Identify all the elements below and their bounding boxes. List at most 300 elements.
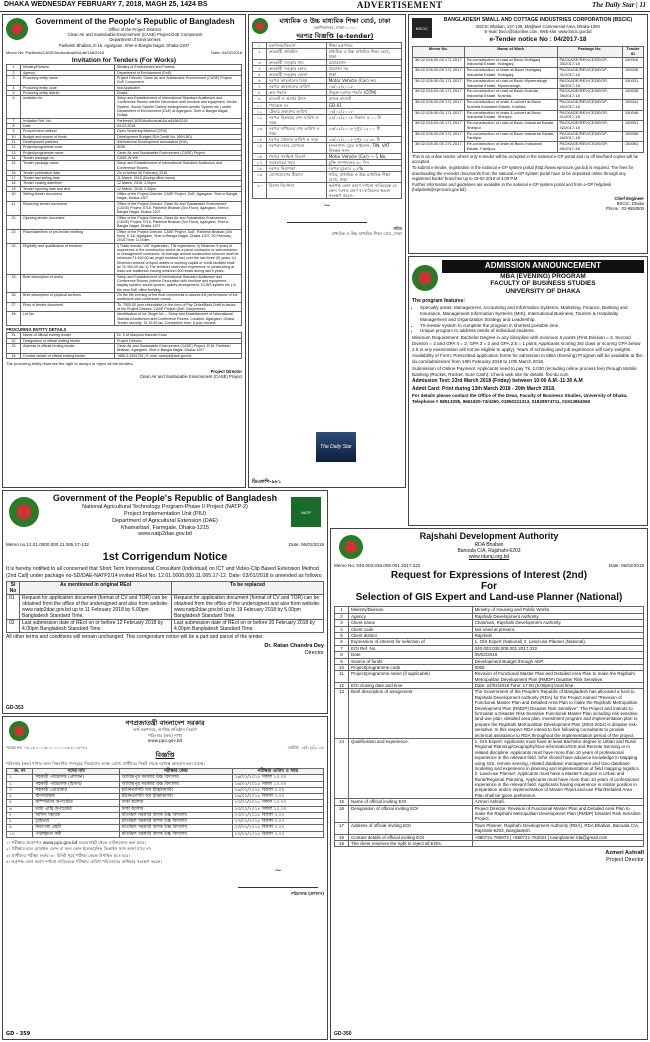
header-section: ADVERTISEMENT	[356, 0, 443, 10]
table-cell: ৫	[7, 800, 33, 806]
table-cell: 16	[335, 805, 349, 822]
table-cell: 15	[7, 161, 21, 171]
table-row	[335, 841, 644, 847]
table-cell: চুক্তি সম্পাদনের ৬০ দিন	[326, 159, 401, 165]
table-cell: 01	[7, 595, 20, 620]
table-cell: 150051	[622, 121, 643, 132]
table-cell: 05/02/2018	[472, 652, 643, 658]
table-cell: 18	[7, 181, 21, 186]
table-cell: 5036	[115, 145, 242, 150]
signatory	[6, 643, 324, 657]
table-cell: 36.02.026.00.00.171.2017	[413, 121, 465, 132]
page-header	[0, 0, 650, 12]
table-cell: রাজস্ব বাজেট	[326, 96, 401, 102]
table-cell: 5	[7, 90, 21, 95]
table-cell: Development Budget (IDA Credit No. 5504-BD)	[115, 134, 242, 139]
ad-heading: Request for Expressions of Interest (2nd)	[390, 570, 588, 582]
table-cell: 1. GIS Expert (National) 2. Land-use Planner (National).	[472, 639, 643, 645]
board-logo-icon	[252, 18, 268, 34]
table-cell: ৪	[7, 794, 33, 800]
memo-date: Date: 06/02/2018	[288, 542, 324, 548]
table-cell: ক্রয় পদ্ধতি	[267, 90, 327, 96]
table-cell: প্যাকেজ নং	[267, 102, 327, 108]
tender-table	[252, 42, 402, 199]
table-cell: PACKAGE/REV/CEDE/GP-41/2017-18	[557, 110, 622, 121]
ad-email: E-mail: bscic@bdonline.com, Web-site: www.bscic.gov.bd	[484, 29, 592, 35]
program-name: MBA (EVENING) PROGRAM	[500, 272, 586, 280]
table-cell: Paribesh/CASE/Audiovisual/Ad-all/166/2018	[115, 118, 242, 123]
table-cell: 150026	[622, 68, 643, 79]
eoi-table	[334, 606, 644, 847]
memo-number: Memo no.12.01.0000.000.11.065.17-132	[6, 542, 89, 548]
ad-subtitle: Department of Agricultural Extension (DAE)	[112, 517, 218, 524]
table-cell: Opening tender document	[21, 215, 115, 229]
faculty-name: FACULTY OF BUSINESS STUDIES	[490, 280, 596, 288]
signatory-phone: Phone : 02-9553500	[606, 206, 644, 212]
table-cell: দরপত্র বিক্রয়ের শেষ তারিখ ও সময়	[267, 114, 327, 125]
table-cell: 1	[7, 65, 21, 70]
table-row	[7, 292, 242, 302]
table-cell: 150061	[622, 142, 643, 153]
table-cell: Revision of Functional Master Plan and Detailed Area Plan to make the Rajshahi Metropolitan Development Plan (RMDP) Disaster Risk Sensitive.	[472, 671, 643, 683]
table-cell: 7	[335, 645, 349, 651]
table-cell: 9	[7, 129, 21, 134]
table-cell: Qualification and experience.	[349, 738, 473, 798]
table-cell: ২৬/০২/২০১৮ দুপুর ১২.০০ টা	[326, 125, 401, 136]
table-cell: Designation of official inviting EOI	[349, 805, 473, 822]
table-row	[413, 57, 644, 68]
table-cell: ক্রয়কারী সত্ত্বার নাম	[267, 60, 327, 66]
column-header: Package No.	[557, 46, 622, 57]
table-cell: বাজেট ও অর্থের উৎস	[267, 96, 327, 102]
table-cell: ২৩/০২/২০১৮ বিকাল ৩.০০	[232, 819, 323, 825]
table-cell: দরপত্র আহবানের তারিখ	[267, 84, 327, 90]
table-cell: Invitation for	[21, 96, 115, 119]
table-cell: Expression of interest for selection of	[349, 639, 473, 645]
table-row	[253, 142, 402, 153]
table-cell: 150056	[622, 131, 643, 142]
ad-footer: All other terms and conditions will remain unchanged. This corrigendum notice will be a part and parcel of the tender.	[6, 634, 264, 641]
table-cell: অফিস সহায়ক	[33, 812, 119, 818]
column-header: Tender ID	[622, 46, 643, 57]
table-row	[7, 781, 324, 787]
table-cell: Project/programme name (if applicable)	[349, 671, 473, 683]
table-cell: আজিমপুর সরকারি উচ্চ বিদ্যালয়	[119, 781, 232, 787]
table-cell: ১৬/০২/২০১৮ সকাল ১০.০০	[232, 775, 323, 781]
table-cell: 5	[335, 632, 349, 638]
ad-website: www.ppa.gov.bd	[147, 737, 183, 743]
ad-footnote: The procuring entity reserves the right to accept or reject all the tenders.	[6, 360, 134, 366]
table-cell: Rajshahi	[472, 632, 643, 638]
column-header: ক্র. নং	[7, 768, 33, 774]
table-cell: 2	[7, 70, 21, 75]
table-cell: Client district	[349, 632, 473, 638]
table-row	[335, 738, 644, 798]
table-cell: Identification of lot: Single lot — Setup and Establishment of International Standard Auditorium and Conference Rooms. Location: Agargaon, Dhaka. Tender security: Tk 10.00 lac. Completion time: 6 (six) months.	[115, 312, 242, 326]
table-cell: Development Budget through ADP.	[472, 658, 643, 664]
table-cell: ২৩/০২/২০১৮ বিকাল ৩.০০	[232, 825, 323, 831]
table-cell: দরপত্র নিরাপত্তা	[267, 165, 327, 171]
table-cell: 14	[335, 738, 349, 798]
table-cell: International Development Association (IDA)	[115, 139, 242, 144]
natp-logo-icon: NATP	[291, 497, 321, 527]
ad-heading: বিজ্ঞপ্তি	[155, 751, 175, 760]
features-list	[412, 305, 644, 334]
ad-notes	[6, 840, 324, 864]
table-cell: Tender last selling date	[21, 176, 115, 181]
table-cell: 7	[7, 118, 21, 123]
ad-mba-admission	[408, 256, 648, 526]
table-cell: 12	[335, 683, 349, 689]
ad-doe-tender	[2, 14, 246, 488]
ad-subtitle: RDA Bhaban	[474, 541, 504, 548]
table-cell: ২৬/০২/২০১৮ দুপুর ১২.৩০ টা	[326, 136, 401, 142]
table-cell: Address of official inviting tender	[21, 344, 115, 354]
bangladesh-emblem-icon	[9, 721, 29, 741]
table-cell: Eligibility and qualification of tenderer	[21, 243, 115, 274]
column-header: পদের নাম	[33, 768, 119, 774]
table-cell: Re-construction of road at Bscic Kushtia Industrial Estate, Kushtia.	[464, 89, 557, 100]
table-cell: 6	[335, 639, 349, 645]
table-cell: Not Applicable	[115, 85, 242, 90]
signature: ~	[238, 866, 318, 888]
signatory-office: BSCIC, Dhaka	[616, 200, 644, 206]
ad-heading: 1st Corrigendum Notice	[102, 551, 228, 563]
table-cell: 36.02.026.00.00.171.2017	[413, 57, 465, 68]
table-cell: সহকারী পরিচালক (হিসাব)	[33, 781, 119, 787]
table-cell: ঢাকা	[326, 72, 401, 78]
table-row	[7, 787, 324, 793]
table-row	[413, 68, 644, 79]
table-row	[7, 96, 242, 119]
table-cell: 24	[7, 243, 21, 274]
ad-title: Government of the People's Republic of Bangladesh	[35, 17, 235, 26]
table-cell: প্রযোজ্য নয়	[326, 66, 401, 72]
requirement-text: Minimum Requirement: Bachelor Degree in any discipline with minimum 6 points (First Division = 3, Second Division = 2 and GPA 4 = 3, GPA 3 = 2 and GPA 2.5 = 1 point; Applicants scoring 3rd class or scoring GPA below 2.5 in any examination will not be eligible to apply). Years of schooling and job experience will carry weights.	[412, 335, 641, 352]
ad-subtitle: Project Implementation Unit (PIU)	[124, 510, 206, 517]
table-cell: 31	[7, 333, 21, 338]
table-cell: ক্রয়কারী সত্ত্বার জেলা	[267, 72, 327, 78]
table-cell: Procuring entity code	[21, 85, 115, 90]
table-cell: 150041	[622, 99, 643, 110]
table-cell: ইউনিভার্সিটি অব ইঞ্জিনিয়ারিং	[119, 787, 232, 793]
table-cell: Dr. S M Manjurul Hannan Khan	[115, 333, 242, 338]
table-cell: Budget and source of funds	[21, 134, 115, 139]
ad-exam-notice	[2, 716, 328, 1040]
table-cell: ডাটা এন্ট্রি অপারেটর	[33, 806, 119, 812]
table-cell: ৭	[7, 812, 33, 818]
table-cell: Motor Vehicle (Car) — 1 No.	[326, 153, 401, 159]
table-cell: Setup and Establishment of International Standard Auditorium and Conference Rooms	[115, 161, 242, 171]
table-cell: Request for application document (format of CV and TOR) can be obtained from the office of the undersigned and also from website- www.natp2dae.gov.bd up to 11 February 2018 by 5.00pm Bangladesh Standard Time.	[20, 595, 172, 620]
table-cell: মতিঝিল সরকারি বালক উচ্চ বিদ্যালয়	[119, 825, 232, 831]
table-cell: Contact details of official inviting EOI	[349, 834, 473, 840]
table-cell: Department of Environment (DoE)	[115, 70, 242, 75]
table-cell: ১৬/০২/২০১৮ বিকাল ৩.০০	[232, 794, 323, 800]
table-cell: +880-2-9181781 | E-mail: casepd@doe.gov.bd	[115, 353, 242, 358]
table-cell: 6	[7, 96, 21, 119]
table-cell: 19	[335, 841, 349, 847]
table-cell: 23	[7, 229, 21, 243]
table-cell: Rajshahi Development Authority.	[472, 613, 643, 619]
column-header: Name of Work	[464, 46, 557, 57]
table-cell: ১১	[253, 108, 267, 114]
table-cell: 20	[7, 192, 21, 202]
table-row	[7, 312, 242, 326]
table-cell: ক্রয়কারী প্রতিষ্ঠান	[267, 49, 327, 60]
table-cell: ৯	[253, 96, 267, 102]
ad-bscic-tender	[408, 14, 648, 254]
table-cell: 150046	[622, 110, 643, 121]
ad-subtitle: Paribesh Bhaban, E-16, Agargaon, Sher-e-Bangla Nagar, Dhaka-1207	[58, 42, 190, 48]
table-cell: ৮	[7, 819, 33, 825]
table-cell: 36.02.026.00.00.171.2017	[413, 78, 465, 89]
table-cell: 3	[335, 620, 349, 626]
table-cell: 21	[7, 201, 21, 215]
table-cell: ১৯	[253, 171, 267, 182]
table-cell: Brief description of assignment	[349, 689, 473, 739]
table-cell: ৪	[253, 66, 267, 72]
table-cell: 1	[335, 607, 349, 613]
ad-subtitle: বকশিবাজার, ঢাকা-১০০০	[313, 25, 357, 31]
table-row	[335, 834, 644, 840]
bscic-logo-icon: BSCIC	[412, 18, 432, 38]
table-cell: Re-construction of drain & culvert at Bscic Kushtia Industrial Estate, Kushtia.	[464, 99, 557, 110]
table-cell: ২	[253, 49, 267, 60]
table-cell: 19	[7, 186, 21, 191]
table-cell: Place/date/time of pre-tender meeting	[21, 229, 115, 243]
table-cell: Project/programme name	[21, 150, 115, 155]
list-item: To submit e-tender, registration in the national e-GP system portal (http://www.eprocure.gov.bd) is required. The fees for downloading the e-tender documents from the national e-GP system portal have to be deposited online through any registered banks' branches up to 19-02-2018 at 4:00 P.M.	[412, 165, 634, 181]
section-heading: PROCURING ENTITY DETAILS	[6, 327, 67, 333]
table-cell: ঢাকা কলেজ	[119, 800, 232, 806]
table-cell: ১৩	[253, 125, 267, 136]
table-cell: 2	[335, 613, 349, 619]
column-header: Sl No	[7, 582, 20, 595]
table-cell: ২৩/০২/২০১৮ বিকাল ৩.০০	[232, 812, 323, 818]
table-cell: 16	[7, 170, 21, 175]
column-header: As mentioned in original REoI	[20, 582, 172, 595]
table-cell: PACKAGE/REV/CEDE/GP-42/2017-18	[557, 121, 622, 132]
table-cell: Tender package name	[21, 161, 115, 171]
table-cell: ১৬/০২/২০১৮ বিকাল ৩.০০	[232, 787, 323, 793]
table-cell: সহকারী প্রোগ্রামার	[33, 787, 119, 793]
table-cell: Re-construction of drain & culvert at Bscic Industrial Estate, Sherpur.	[464, 110, 557, 121]
table-row	[7, 344, 242, 354]
table-cell: সরবরাহের সময়	[267, 159, 327, 165]
table-cell: ২	[7, 781, 33, 787]
column-header: পরীক্ষার কেন্দ্র	[119, 768, 232, 774]
ad-heading: Invitation for Tenders (For Works)	[71, 56, 177, 64]
signatory-title: Project Director	[606, 857, 644, 864]
gd-number: GD-353	[6, 704, 24, 711]
table-cell: Setup and Establishment of International Standard Auditorium and Conference Rooms interior Decoration with furniture and equipment, Media System, Sound System Gallery arrangement activity System etc.) under Department of Environment (DoE) at Agargaon, Sher-e-Bangla Nagar, Dhaka.	[115, 96, 242, 119]
table-row	[7, 192, 242, 202]
table-cell: সচিব, মাধ্যমিক ও উচ্চ মাধ্যমিক শিক্ষা বোর্ড, ঢাকা	[326, 171, 401, 182]
table-cell: ৬	[7, 806, 33, 812]
table-cell: Agency	[349, 613, 473, 619]
table-cell: ২৫/০২/২০১৮ বিকাল ৫.০০ টা	[326, 114, 401, 125]
ad-title: BANGLADESH SMALL AND COTTAGE INDUSTRIES CORPORATION (BSCIC)	[443, 17, 633, 23]
table-cell: 32	[7, 338, 21, 343]
table-cell: 040.003.035.008.001.2017.322	[472, 645, 643, 651]
table-cell: ৬	[253, 78, 267, 84]
ad-heading: e-Tender notice No : 04/2017-18	[489, 36, 587, 44]
forms-text: Availability of Form: Prescribed application forms for admission to MBA (Evening) Program will be available at fbs-du.com/admission/ from 10th February 2018 to 10th March 2018.	[412, 353, 644, 365]
table-cell: ১৭	[253, 159, 267, 165]
table-cell: Azmeri Ashrafi.	[472, 799, 643, 805]
table-cell: 13	[335, 689, 349, 739]
signatory-title: সচিব	[393, 226, 402, 232]
table-cell: টেন্ডার প্রকাশের তারিখ	[267, 108, 327, 114]
memo-number: Memo No. 040.003.035.008.001.2017.322	[334, 562, 421, 568]
table-row	[7, 353, 242, 358]
table-cell: দরপত্র মূল্যের ২.৫%	[326, 165, 401, 171]
table-cell: 3	[7, 75, 21, 85]
table-cell: 26	[7, 292, 21, 302]
table-cell: ১০	[253, 102, 267, 108]
table-cell: 12 March, 2018; 3.00pm	[115, 181, 242, 186]
table-cell: Tk. 7000.00 (non-refundable) in the form of Pay Order/Bank Draft in favour of the Project Director, CASE Project (DoE Component).	[115, 302, 242, 312]
table-cell: Setup and Establishment of International Standard Auditorium and Conference Rooms (interior Decoration with furniture and equipment, display system, sound system, gallery arrangement, CCWS system etc.) in the new DoE office building.	[115, 274, 242, 292]
ad-intro: পরিদপ্তর (ক্রয়) শাখার জন্য নিম্নবর্ণিত পদসমূহে নিয়োগের লক্ষ্যে যোগ্য প্রার্থীদের নিকট থেকে দরখাস্ত আহবান করা যাচ্ছে।	[6, 760, 205, 766]
table-cell: ০৬/০২/২০১৮	[326, 84, 401, 90]
table-cell: Tender package no.	[21, 155, 115, 160]
table-row	[7, 75, 242, 85]
table-cell: দরপত্রদাতার যোগ্যতা	[267, 142, 327, 153]
table-row	[413, 110, 644, 121]
ad-education-board-tender	[248, 14, 406, 488]
table-cell: GD-01	[326, 102, 401, 108]
signatory	[6, 891, 324, 896]
table-cell: EOI closing date and time	[349, 683, 473, 689]
table-cell: ঢাকা কলেজ	[119, 806, 232, 812]
table-cell: Date	[349, 652, 473, 658]
table-cell: শিক্ষা মন্ত্রণালয়	[326, 43, 401, 49]
table-cell: Re-construction of drain at Bscic Industrial Estate, Faridpur.	[464, 142, 557, 153]
ad-subtitle: Clean Air and Sustainable Environment (CASE) Project-DoE Component	[67, 32, 203, 38]
table-cell: ৮	[253, 90, 267, 96]
features-heading: The program features:	[412, 298, 466, 305]
column-header: পরীক্ষার তারিখ ও সময়	[232, 768, 323, 774]
list-item: ১। পরীক্ষার প্রবেশপত্র www.ppa.gov.bd ওয়েবসাইট থেকে ডাউনলোড করা যাবে।	[6, 840, 146, 846]
tender-table	[412, 46, 644, 153]
table-cell: 11	[7, 139, 21, 144]
table-cell: হালনাগাদ ট্রেড লাইসেন্স, TIN, VAT নিবন্ধন সনদ	[326, 142, 401, 153]
table-cell: Brief description of works	[21, 274, 115, 292]
table-cell: Selling tender document	[21, 192, 115, 202]
bangladesh-emblem-icon	[9, 497, 39, 527]
table-cell: Procuring entity name	[21, 75, 115, 85]
table-cell: 150016	[622, 57, 643, 68]
table-cell: মতিঝিল সরকারি বালক উচ্চ বিদ্যালয়	[119, 831, 232, 837]
table-cell: PACKAGE/REV/CEDE/GP-44/2017-18	[557, 131, 622, 142]
table-cell: Re-construction of road at Bscic Mymensingh Industrial Estate, Mymensingh.	[464, 78, 557, 89]
ad-subtitle: Banoala C/A, Rajshahi-6203	[457, 548, 521, 555]
ad-heading: দরপত্র বিজ্ঞপ্তি (e-tender)	[296, 31, 374, 40]
table-cell: 18	[335, 834, 349, 840]
table-cell: ৫	[253, 72, 267, 78]
table-cell: 36.02.026.00.00.171.2017	[413, 99, 465, 110]
table-cell: 17	[7, 176, 21, 181]
table-cell: Client name	[349, 620, 473, 626]
table-row	[7, 215, 242, 229]
table-cell: Agency	[21, 70, 115, 75]
table-cell: 1. GIS Expert: Applicants must have at least Bachelor degree in Urban and Rural Regional Planning/Geography/Geo-informatics/GIS and Remote Sensing or in related discipline. Applicants must have more than 10 years of professional experience in the relevant field. S/he should have advance knowledge in Mapping using GIS, remote sensing, related database management and Geo-database modeling and experience in planning and implementation of field mapping logistics. 2. Land-use Planner: Applicants must have a Master's degree in Urban and Rural/Regional Planning. Applicants must have more than 10 years of professional experience in the relevant field. Applicants having experience in similar position in preparation and/or implementation of Master Plan/Land-use Plan/Detailed Area Plan shall be given preference.	[472, 738, 643, 798]
table-cell: কম্পিউটার অপারেটর	[33, 800, 119, 806]
signatory-name: Dr. Ratan Chandra Dey	[264, 643, 324, 650]
table-cell: ২৩/০২/২০১৮ বিকাল ৩.০০	[232, 831, 323, 837]
table-row	[253, 49, 402, 60]
table-cell: Ministry of Housing and Public Works.	[472, 607, 643, 613]
table-cell: 10	[335, 664, 349, 670]
table-cell: পরিচ্ছন্নতা কর্মী	[33, 831, 119, 837]
admission-test: Admission Test: 23rd March 2018 (Friday) between 10:00 A.M.-11:30 A.M	[412, 378, 583, 385]
signatory-title: Director	[304, 650, 324, 657]
ad-rda-eoi	[330, 528, 648, 1040]
table-row	[7, 302, 242, 312]
header-paper: The Daily Star | 11	[591, 1, 646, 10]
table-cell: ১৪	[253, 136, 267, 142]
signatory-title: Project Director	[210, 368, 242, 374]
ad-subtitle: Khamarbari, Farmgate, Dhaka-1215	[120, 524, 210, 531]
table-cell: Office of the Project Director, Clean Air and Sustainable Environment (CASE) Project, E/16, Paribesh Bhaban (3rd Floor), Agargaon, Sher-e-Bangla Nagar, Dhaka-1207	[115, 215, 242, 229]
gd-number: GD-350	[334, 1030, 352, 1037]
table-cell: ৩	[253, 60, 267, 66]
table-cell: Name of official inviting EOI	[349, 799, 473, 805]
table-cell: ২৩/০২/২০১৮ সকাল ১০.০০	[232, 800, 323, 806]
memo-number: স্মারক নং: ০৫.১৮১.০০৫.০০.০০.০১৩.২০১৮-৪২	[6, 745, 88, 751]
ad-title: Government of the People's Republic of Bangladesh	[52, 493, 278, 503]
table-row	[7, 229, 242, 243]
table-cell: On or before 06 February, 2018	[115, 170, 242, 175]
table-cell: Contact details of official inviting tender	[21, 353, 115, 358]
table-cell: 36.02.026.00.00.171.2017	[413, 131, 465, 142]
gd-number: GD - 359	[6, 1030, 31, 1037]
table-row	[413, 121, 644, 132]
table-cell: ৩	[7, 787, 33, 793]
table-cell: Chairman, Rajshahi Development Authority.	[472, 620, 643, 626]
table-cell: 36.02.026.00.00.171.2017	[413, 110, 465, 121]
table-cell: Clean Air and Sustainable Environment (CASE) Project	[115, 150, 242, 155]
ad-title: ADMISSION ANNOUNCEMENT	[442, 260, 644, 273]
column-header: To be replaced	[171, 582, 323, 595]
table-cell: PACKAGE/REV/CEDE/GP-40/2017-18	[557, 99, 622, 110]
table-cell: 33	[7, 344, 21, 354]
table-row	[7, 620, 324, 633]
signatory	[252, 226, 402, 237]
table-cell: 5006	[472, 664, 643, 670]
table-row	[7, 812, 324, 818]
daily-star-logo: The Daily Star	[316, 432, 356, 462]
table-cell: 4	[335, 626, 349, 632]
list-item: This is an online tender, where only e-tender will be accepted in the national e-GP portal and no off line/hard copies will be accepted.	[412, 153, 639, 165]
table-cell: Office of the Project Director, CASE Project, DoE, Paribesh Bhaban (3rd floor), E-16, Agargaon, Sher-e-Bangla Nagar, Dhaka-1207; 20 February, 2018 Time: 11:00am	[115, 229, 242, 243]
ad-subtitle: National Agricultural Technology Program-Phase II Project (NATP-2)	[82, 503, 248, 510]
table-cell: ৯	[7, 825, 33, 831]
table-row	[335, 689, 644, 739]
column-header: Memo No.	[413, 46, 465, 57]
ad-website: www.natp2dae.gov.bd	[138, 531, 192, 538]
table-cell: Office of the Project Director, Clean Air and Sustainable Environment (CASE) Project, E/16, Paribesh Bhaban (3rd Floor), Agargaon, Sher-e-Bangla Nagar, Dhaka-1207	[115, 201, 242, 215]
table-cell: Clean Air and Sustainable Environment (CASE) Project, E/16, Paribesh Bhaban, Agargaon, Sher-e-Bangla Nagar, Dhaka-1207	[115, 344, 242, 354]
table-row	[7, 595, 324, 620]
table-cell: Re-construction of road at Bscic Industrial Estate, Faridpur.	[464, 131, 557, 142]
table-cell: ড্রাইভার	[33, 819, 119, 825]
list-item: Further information and guidelines are available in the national e-GP system portal and from e-GP helpdesk (helpdesk@eprocure.gov.bd).	[412, 182, 612, 193]
table-cell: Re-construction of road at Bscic Industrial Estate, Sherpur.	[464, 121, 557, 132]
table-cell: 13	[7, 150, 21, 155]
